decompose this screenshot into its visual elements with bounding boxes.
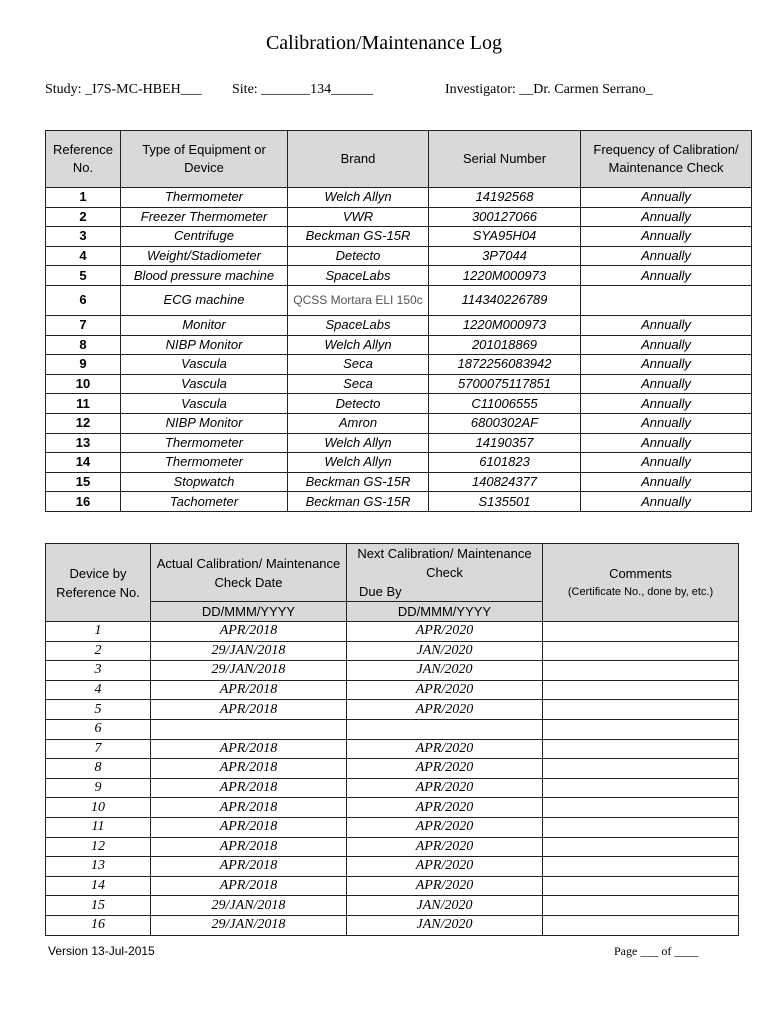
comments-cell (543, 700, 739, 720)
equipment-row (46, 188, 752, 208)
equipment-row (46, 413, 752, 433)
check-row (46, 798, 739, 818)
check-row (46, 719, 739, 739)
serial-cell: 6800302AF (429, 413, 581, 433)
next-due-cell: APR/2020 (347, 857, 543, 877)
frequency-cell: Annually (581, 394, 752, 414)
actual-date-cell: 29/JAN/2018 (151, 641, 347, 661)
actual-date-cell: APR/2018 (151, 700, 347, 720)
next-due-cell: JAN/2020 (347, 915, 543, 935)
equipment-row (46, 227, 752, 247)
header-comments-title: Comments (609, 565, 672, 581)
equipment-row (46, 492, 752, 512)
serial-cell: 1872256083942 (429, 355, 581, 375)
check-row (46, 680, 739, 700)
check-row (46, 817, 739, 837)
device-ref-cell: 7 (46, 739, 151, 759)
equipment-type-cell: Blood pressure machine (121, 266, 288, 286)
actual-date-cell (151, 719, 347, 739)
actual-date-cell: APR/2018 (151, 857, 347, 877)
actual-date-cell: APR/2018 (151, 817, 347, 837)
serial-cell: 300127066 (429, 207, 581, 227)
header-reference-no: Reference No. (46, 131, 121, 188)
equipment-row (46, 246, 752, 266)
serial-cell: C11006555 (429, 394, 581, 414)
brand-cell: Beckman GS-15R (288, 472, 429, 492)
equipment-type-cell: NIBP Monitor (121, 413, 288, 433)
equipment-type-cell: Tachometer (121, 492, 288, 512)
next-due-cell: APR/2020 (347, 622, 543, 642)
frequency-cell: Annually (581, 453, 752, 473)
frequency-cell: Annually (581, 472, 752, 492)
comments-cell (543, 798, 739, 818)
version-label: Version 13-Jul-2015 (48, 944, 155, 958)
equipment-type-cell: Thermometer (121, 453, 288, 473)
equipment-type-cell: ECG machine (121, 285, 288, 315)
check-row (46, 641, 739, 661)
header-next-due-line1: Next Calibration/ Maintenance Check (357, 546, 532, 580)
device-ref-cell: 13 (46, 857, 151, 877)
actual-date-cell: 29/JAN/2018 (151, 915, 347, 935)
brand-cell: Beckman GS-15R (288, 492, 429, 512)
equipment-type-cell: Vascula (121, 355, 288, 375)
brand-cell: Welch Allyn (288, 453, 429, 473)
frequency-cell: Annually (581, 492, 752, 512)
device-ref-cell: 1 (46, 622, 151, 642)
frequency-cell: Annually (581, 355, 752, 375)
brand-cell: Welch Allyn (288, 188, 429, 208)
frequency-cell: Annually (581, 413, 752, 433)
check-row (46, 896, 739, 916)
check-row (46, 876, 739, 896)
next-due-cell: APR/2020 (347, 680, 543, 700)
equipment-row (46, 207, 752, 227)
comments-cell (543, 915, 739, 935)
brand-cell: VWR (288, 207, 429, 227)
comments-cell (543, 739, 739, 759)
equipment-row (46, 374, 752, 394)
brand-cell: Seca (288, 355, 429, 375)
equipment-type-cell: Vascula (121, 394, 288, 414)
next-due-cell: APR/2020 (347, 759, 543, 779)
comments-cell (543, 778, 739, 798)
brand-cell: Detecto (288, 394, 429, 414)
actual-date-cell: APR/2018 (151, 876, 347, 896)
comments-cell (543, 857, 739, 877)
ref-cell: 5 (46, 266, 121, 286)
next-due-cell: APR/2020 (347, 700, 543, 720)
study-field: Study: _I7S-MC-HBEH___ (45, 82, 202, 97)
frequency-cell: Annually (581, 315, 752, 335)
header-next-format: DD/MMM/YYYY (347, 602, 543, 622)
header-comments-sub: (Certificate No., done by, etc.) (567, 585, 714, 598)
serial-cell: 140824377 (429, 472, 581, 492)
device-ref-cell: 2 (46, 641, 151, 661)
next-due-cell (347, 719, 543, 739)
frequency-cell (581, 285, 752, 315)
actual-date-cell: 29/JAN/2018 (151, 896, 347, 916)
frequency-cell: Annually (581, 246, 752, 266)
ref-cell: 11 (46, 394, 121, 414)
comments-cell (543, 680, 739, 700)
device-ref-cell: 15 (46, 896, 151, 916)
check-row (46, 622, 739, 642)
ref-cell: 6 (46, 285, 121, 315)
next-due-cell: JAN/2020 (347, 896, 543, 916)
equipment-type-cell: Vascula (121, 374, 288, 394)
check-row (46, 778, 739, 798)
header-actual-date: Actual Calibration/ Maintenance Check Date (151, 544, 347, 602)
frequency-cell: Annually (581, 266, 752, 286)
brand-cell: Beckman GS-15R (288, 227, 429, 247)
frequency-cell: Annually (581, 188, 752, 208)
serial-cell: 14192568 (429, 188, 581, 208)
check-row (46, 700, 739, 720)
actual-date-cell: APR/2018 (151, 622, 347, 642)
device-ref-cell: 12 (46, 837, 151, 857)
comments-cell (543, 876, 739, 896)
equipment-row (46, 355, 752, 375)
serial-cell: SYA95H04 (429, 227, 581, 247)
calibration-check-table (45, 543, 739, 936)
equipment-row (46, 266, 752, 286)
device-ref-cell: 8 (46, 759, 151, 779)
comments-cell (543, 719, 739, 739)
equipment-type-cell: NIBP Monitor (121, 335, 288, 355)
next-due-cell: JAN/2020 (347, 641, 543, 661)
equipment-row (46, 453, 752, 473)
ref-cell: 1 (46, 188, 121, 208)
actual-date-cell: APR/2018 (151, 778, 347, 798)
ref-cell: 2 (46, 207, 121, 227)
next-due-cell: APR/2020 (347, 817, 543, 837)
ref-cell: 14 (46, 453, 121, 473)
ref-cell: 15 (46, 472, 121, 492)
device-ref-cell: 16 (46, 915, 151, 935)
actual-date-cell: APR/2018 (151, 798, 347, 818)
investigator-field: Investigator: __Dr. Carmen Serrano_ (445, 82, 653, 97)
serial-cell: 1220M000973 (429, 315, 581, 335)
check-row (46, 837, 739, 857)
next-due-cell: APR/2020 (347, 798, 543, 818)
ref-cell: 12 (46, 413, 121, 433)
equipment-table (45, 130, 752, 512)
equipment-row (46, 433, 752, 453)
equipment-type-cell: Monitor (121, 315, 288, 335)
actual-date-cell: APR/2018 (151, 680, 347, 700)
ref-cell: 4 (46, 246, 121, 266)
ref-cell: 9 (46, 355, 121, 375)
equipment-row (46, 472, 752, 492)
brand-cell: Seca (288, 374, 429, 394)
next-due-cell: JAN/2020 (347, 661, 543, 681)
comments-cell (543, 622, 739, 642)
device-ref-cell: 10 (46, 798, 151, 818)
ref-cell: 8 (46, 335, 121, 355)
device-ref-cell: 5 (46, 700, 151, 720)
brand-cell: Amron (288, 413, 429, 433)
device-ref-cell: 3 (46, 661, 151, 681)
next-due-cell: APR/2020 (347, 876, 543, 896)
actual-date-cell: 29/JAN/2018 (151, 661, 347, 681)
serial-cell: 1220M000973 (429, 266, 581, 286)
header-serial-number: Serial Number (429, 131, 581, 188)
equipment-type-cell: Thermometer (121, 188, 288, 208)
brand-cell: SpaceLabs (288, 315, 429, 335)
site-field: Site: _______134______ (232, 82, 374, 97)
serial-cell: 3P7044 (429, 246, 581, 266)
serial-cell: 5700075117851 (429, 374, 581, 394)
page-number: Page ___ of ____ (614, 944, 699, 958)
comments-cell (543, 817, 739, 837)
device-ref-cell: 9 (46, 778, 151, 798)
equipment-type-cell: Thermometer (121, 433, 288, 453)
header-device-ref: Device by Reference No. (46, 544, 151, 622)
equipment-row (46, 315, 752, 335)
equipment-table-header (46, 131, 752, 188)
device-ref-cell: 14 (46, 876, 151, 896)
brand-cell: Welch Allyn (288, 335, 429, 355)
next-due-cell: APR/2020 (347, 837, 543, 857)
frequency-cell: Annually (581, 433, 752, 453)
check-row (46, 915, 739, 935)
serial-cell: S135501 (429, 492, 581, 512)
equipment-type-cell: Centrifuge (121, 227, 288, 247)
equipment-type-cell: Stopwatch (121, 472, 288, 492)
header-next-due (347, 544, 543, 602)
header-equipment-type: Type of Equipment or Device (121, 131, 288, 188)
next-due-cell: APR/2020 (347, 739, 543, 759)
equipment-row (46, 285, 752, 315)
check-table-header (46, 544, 739, 602)
brand-cell: Detecto (288, 246, 429, 266)
equipment-type-cell: Freezer Thermometer (121, 207, 288, 227)
comments-cell (543, 661, 739, 681)
actual-date-cell: APR/2018 (151, 759, 347, 779)
header-comments (543, 544, 739, 622)
equipment-row (46, 394, 752, 414)
page-title: Calibration/Maintenance Log (265, 32, 503, 54)
check-row (46, 857, 739, 877)
device-ref-cell: 6 (46, 719, 151, 739)
ref-cell: 3 (46, 227, 121, 247)
check-row (46, 759, 739, 779)
brand-cell: QCSS Mortara ELI 150c (288, 285, 429, 315)
ref-cell: 10 (46, 374, 121, 394)
ref-cell: 13 (46, 433, 121, 453)
serial-cell: 6101823 (429, 453, 581, 473)
next-due-cell: APR/2020 (347, 778, 543, 798)
comments-cell (543, 896, 739, 916)
serial-cell: 14190357 (429, 433, 581, 453)
device-ref-cell: 4 (46, 680, 151, 700)
serial-cell: 114340226789 (429, 285, 581, 315)
comments-cell (543, 641, 739, 661)
comments-cell (543, 837, 739, 857)
header-next-due-line2: Due By (359, 584, 402, 599)
equipment-row (46, 335, 752, 355)
ref-cell: 7 (46, 315, 121, 335)
header-brand: Brand (288, 131, 429, 188)
check-row (46, 739, 739, 759)
check-row (46, 661, 739, 681)
frequency-cell: Annually (581, 335, 752, 355)
actual-date-cell: APR/2018 (151, 837, 347, 857)
header-frequency: Frequency of Calibration/ Maintenance Check (581, 131, 752, 188)
ref-cell: 16 (46, 492, 121, 512)
comments-cell (543, 759, 739, 779)
serial-cell: 201018869 (429, 335, 581, 355)
frequency-cell: Annually (581, 374, 752, 394)
brand-cell: SpaceLabs (288, 266, 429, 286)
frequency-cell: Annually (581, 207, 752, 227)
brand-cell: Welch Allyn (288, 433, 429, 453)
frequency-cell: Annually (581, 227, 752, 247)
equipment-type-cell: Weight/Stadiometer (121, 246, 288, 266)
header-actual-format: DD/MMM/YYYY (151, 602, 347, 622)
actual-date-cell: APR/2018 (151, 739, 347, 759)
device-ref-cell: 11 (46, 817, 151, 837)
